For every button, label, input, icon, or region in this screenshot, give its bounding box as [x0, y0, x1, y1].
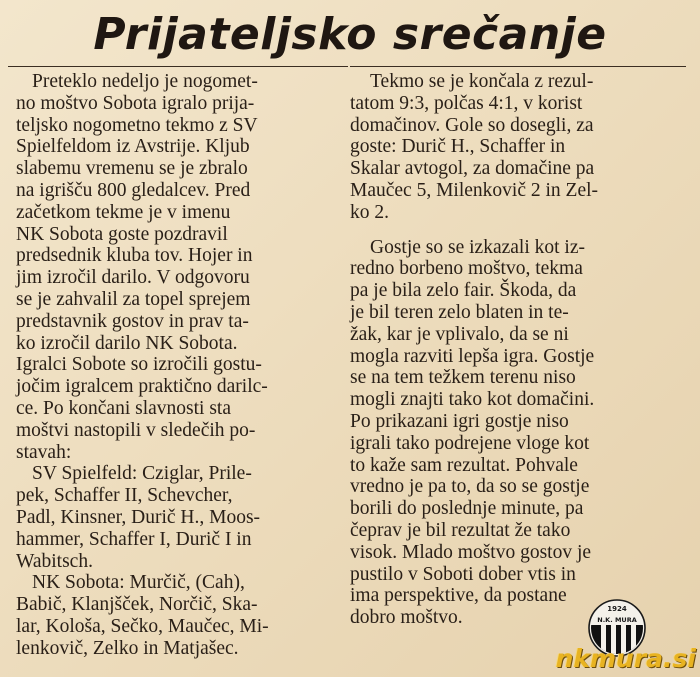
article-text-line: NK Sobota: Murčič, (Cah),	[32, 572, 245, 594]
article-paragraph-score	[350, 71, 686, 224]
article-text-line: Padl, Kinsner, Durič H., Moos-	[16, 506, 261, 528]
article-text-line: domačinov. Gole so dosegli, za	[350, 114, 594, 136]
article-text-line: Babič, Klanjšček, Norčič, Ska-	[16, 594, 258, 616]
article-text-line: pek, Schaffer II, Schevcher,	[16, 485, 233, 507]
article-text-line: no moštvo Sobota igralo prija-	[16, 92, 255, 114]
article-text-line: slabemu vremenu se je zbralo	[16, 158, 248, 180]
article-text-line: redno borbeno moštvo, tekma	[350, 258, 583, 280]
article-text-line: Tekmo se je končala z rezul-	[370, 71, 594, 92]
article-text-line: vredno je pa to, da so se gostje	[350, 476, 590, 498]
crest-year: 1924	[607, 605, 627, 613]
article-text-line: pa je bila zelo fair. Škoda, da	[350, 280, 577, 302]
article-text-line: Wabitsch.	[16, 550, 93, 572]
article-text-line: Maučec 5, Milenkovič 2 in Zel-	[350, 179, 599, 201]
article-text-line: tatom 9:3, polčas 4:1, v korist	[350, 92, 583, 114]
article-text-line: Preteklo nedeljo je nogomet-	[32, 71, 258, 92]
article-text-line: Gostje so se izkazali kot iz-	[370, 236, 585, 258]
article-text-line: to kaže sam rezultat. Pohvale	[350, 454, 578, 476]
article-text-line: predsednik kluba tov. Hojer in	[16, 245, 253, 267]
article-text-line: teljsko nogometno tekmo z SV	[16, 114, 258, 136]
article-headline: Prijateljsko srečanje	[93, 9, 607, 60]
article-text-line: Igralci Sobote so izročili gostu-	[16, 354, 262, 376]
headline-rule-right	[350, 66, 686, 67]
article-text-line: čeprav je bil rezultat že tako	[350, 519, 571, 541]
article-text-line: visok. Mlado moštvo gostov je	[350, 541, 592, 563]
article-text-line: pustilo v Soboti dober vtis in	[350, 563, 576, 585]
crest-club-name: N.K. MURA	[597, 616, 637, 624]
paragraph-gap	[350, 224, 686, 237]
article-text-line: mogla razviti lepša igra. Gostje	[350, 345, 595, 367]
article-column-right	[350, 71, 686, 629]
article-text-line: predstavnik gostov in prav ta-	[16, 310, 249, 332]
article-text-line: ce. Po končani slavnosti sta	[16, 397, 232, 419]
article-text-line: Spielfeldom iz Avstrije. Kljub	[16, 136, 250, 158]
article-text-line: jim izročil darilo. V odgovoru	[16, 267, 250, 289]
article-text-line: NK Sobota goste pozdravil	[16, 223, 228, 245]
site-watermark: nkmura.si	[555, 644, 696, 673]
article-text-line: ko izročil darilo NK Sobota.	[16, 332, 238, 354]
article-paragraph-assessment	[350, 237, 686, 629]
article-text-line: jočim igralcem praktično darilc-	[16, 376, 268, 398]
article-text-line: SV Spielfeld: Cziglar, Prile-	[32, 463, 252, 485]
article-text-line: Po prikazani igri gostje niso	[350, 410, 569, 432]
article-text-line: moštvi nastopili v sledečih po-	[16, 419, 256, 441]
article-text-line: mogli znajti tako kot domačini.	[350, 389, 595, 411]
article-text-line: Skalar avtogol, za domačine pa	[350, 158, 595, 180]
article-text-line: borili do poslednje minute, pa	[350, 498, 584, 520]
article-text-line: ima perspektive, da postane	[350, 585, 567, 607]
article-text-line: na igrišču 800 gledalcev. Pred	[16, 179, 251, 201]
article-text-line: goste: Durič H., Schaffer in	[350, 136, 566, 158]
article-text-line: je bil teren zelo blaten in te-	[350, 301, 569, 323]
article-text-line: se na tem težkem terenu niso	[350, 367, 576, 389]
article-text-line: lenkovič, Zelko in Matjašec.	[16, 637, 239, 659]
article-text-line: lar, Kološa, Sečko, Maučec, Mi-	[16, 615, 269, 637]
article-text-line: žak, kar je vplivalo, da se ni	[350, 323, 569, 345]
article-text-line: se je zahvalil za topel sprejem	[16, 288, 251, 310]
article-text-line: hammer, Schaffer I, Durič I in	[16, 528, 252, 550]
article-text-line: igrali tako podrejene vloge kot	[350, 432, 590, 454]
article-text-line: ko 2.	[350, 201, 389, 223]
headline-rule-left	[8, 66, 348, 67]
article-text-line: dobro moštvo.	[350, 607, 463, 629]
article-text-line: začetkom tekme je v imenu	[16, 201, 231, 223]
article-text-line: stavah:	[16, 441, 72, 463]
article-column-left	[16, 71, 344, 660]
